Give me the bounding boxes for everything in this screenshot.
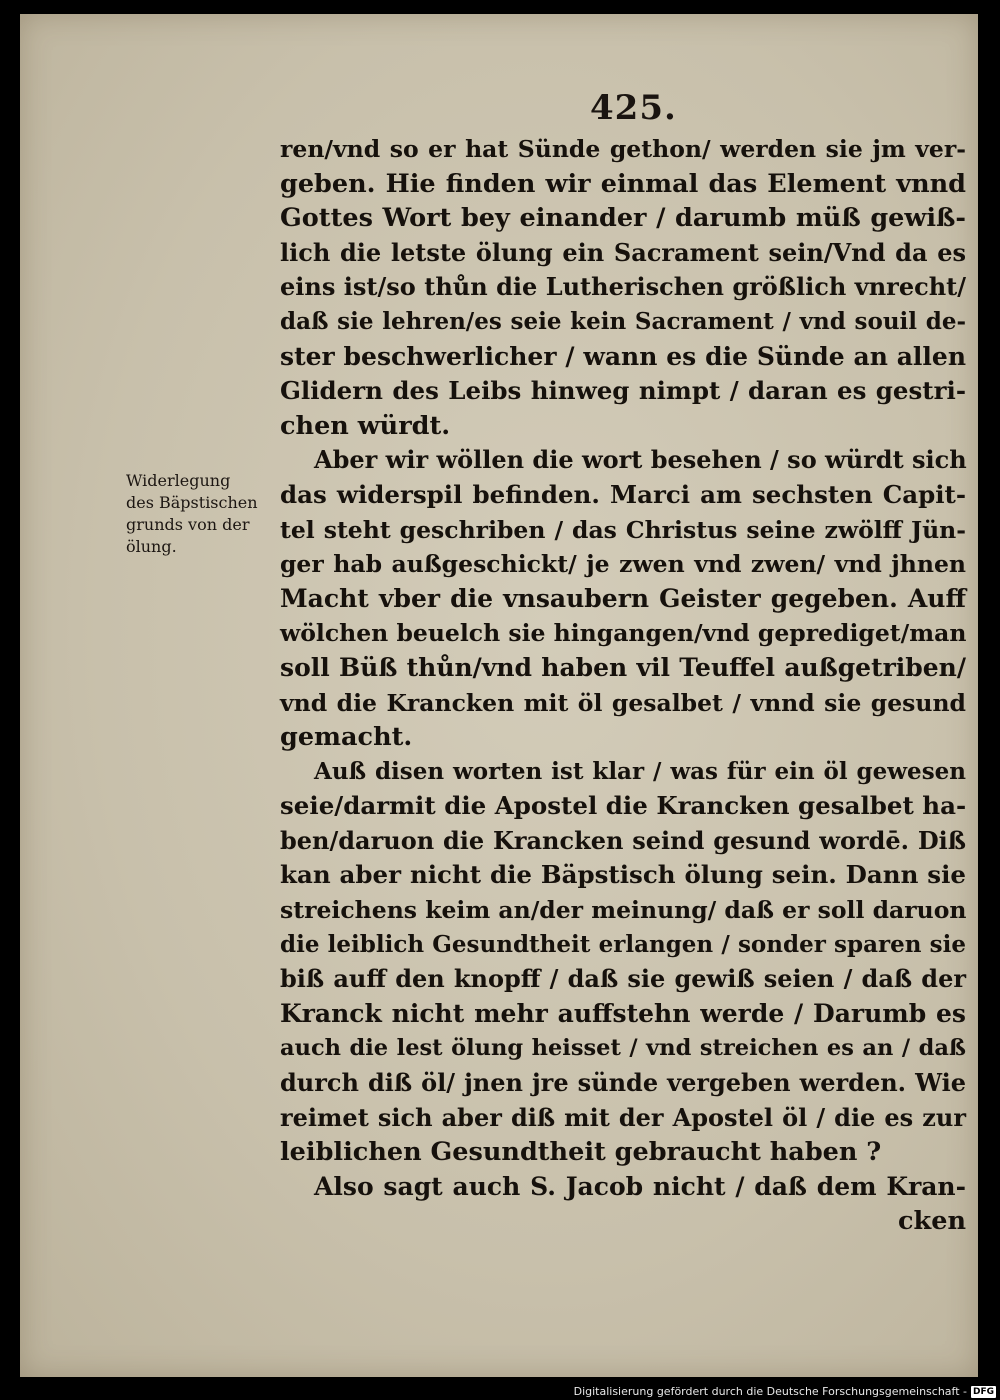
paragraph-start-line: Aber wir wöllen die wort besehen / so würdt sich — [314, 445, 967, 475]
page-number: 425. — [590, 88, 677, 128]
text-line: wölchen beuelch sie hingangen/vnd geprediget/man — [280, 619, 967, 648]
digitization-footer — [574, 1385, 996, 1398]
text-line: ren/vnd so er hat Sünde gethon/ werden sie jm ver- — [280, 135, 966, 163]
text-line: Glidern des Leibs hinweg nimpt / daran es gestri- — [280, 376, 966, 406]
paragraph-start-line: Auß disen worten ist klar / was für ein öl gewesen — [314, 757, 966, 785]
text-line: ben/daruon die Krancken seind gesund wordē. Diß — [280, 825, 966, 855]
text-line: kan aber nicht die Bäpstisch ölung sein. Dann sie — [280, 860, 966, 890]
text-line: seie/darmit die Apostel die Krancken gesalbet ha- — [280, 791, 967, 821]
text-line: reimet sich aber diß mit der Apostel öl / die es zur — [280, 1102, 966, 1132]
text-line: Macht vber die vnsaubern Geister gegeben. Auff — [280, 583, 966, 613]
margin-note-line: Widerlegung — [126, 471, 231, 490]
text-line: chen würdt. — [280, 410, 451, 441]
text-line: durch diß öl/ jnen jre sünde vergeben werden. Wie — [280, 1068, 966, 1098]
margin-note-line: ölung. — [126, 537, 177, 556]
text-line: ster beschwerlicher / wann es die Sünde an allen — [280, 341, 966, 371]
catchword: cken — [898, 1206, 966, 1237]
text-line: Kranck nicht mehr auffstehn werde / Darumb es — [280, 998, 966, 1028]
text-line: eins ist/so thůn die Lutherischen größlich vnrecht/ — [280, 272, 966, 302]
text-line: tel steht geschriben / das Christus seine zwölff Jün- — [280, 515, 966, 544]
text-line: vnd die Krancken mit öl gesalbet / vnnd sie gesund — [280, 688, 966, 717]
text-line: gemacht. — [280, 722, 413, 753]
text-line: auch die lest ölung heisset / vnd streichen es an / daß — [280, 1035, 966, 1062]
text-line: lich die letste ölung ein Sacrament sein/Vnd da es — [280, 237, 966, 267]
margin-note — [126, 470, 278, 558]
text-line: ger hab außgeschickt/ je zwen vnd zwen/ vnd jhnen — [280, 550, 966, 579]
text-line: das widerspil befinden. Marci am sechsten Capit- — [280, 479, 966, 509]
document-page — [20, 14, 978, 1377]
text-line: streichens keim an/der meinung/ daß er soll daruon — [280, 896, 967, 925]
paragraph-start-line: Also sagt auch S. Jacob nicht / daß dem Kran- — [314, 1171, 966, 1201]
text-line: Gottes Wort bey einander / darumb müß gewiß- — [280, 203, 966, 234]
margin-note-line: grunds von der — [126, 515, 250, 534]
text-line: leiblichen Gesundtheit gebraucht haben ? — [280, 1137, 882, 1168]
footer-text: Digitalisierung gefördert durch die Deutsche Forschungsgemeinschaft - — [573, 1385, 967, 1398]
text-line: die leiblich Gesundtheit erlangen / sonder sparen sie — [280, 930, 966, 958]
body-text — [280, 132, 966, 1239]
dfg-logo-icon: DFG — [972, 1386, 994, 1397]
text-line: geben. Hie finden wir einmal das Element vnnd — [280, 168, 966, 199]
text-line: biß auff den knopff / daß sie gewiß seien / daß der — [280, 964, 966, 994]
margin-note-line: des Bäpstischen — [126, 493, 258, 512]
text-line: soll Büß thůn/vnd haben vil Teuffel außgetriben/ — [280, 652, 966, 682]
text-line: daß sie lehren/es seie kein Sacrament / vnd souil de- — [280, 307, 966, 335]
